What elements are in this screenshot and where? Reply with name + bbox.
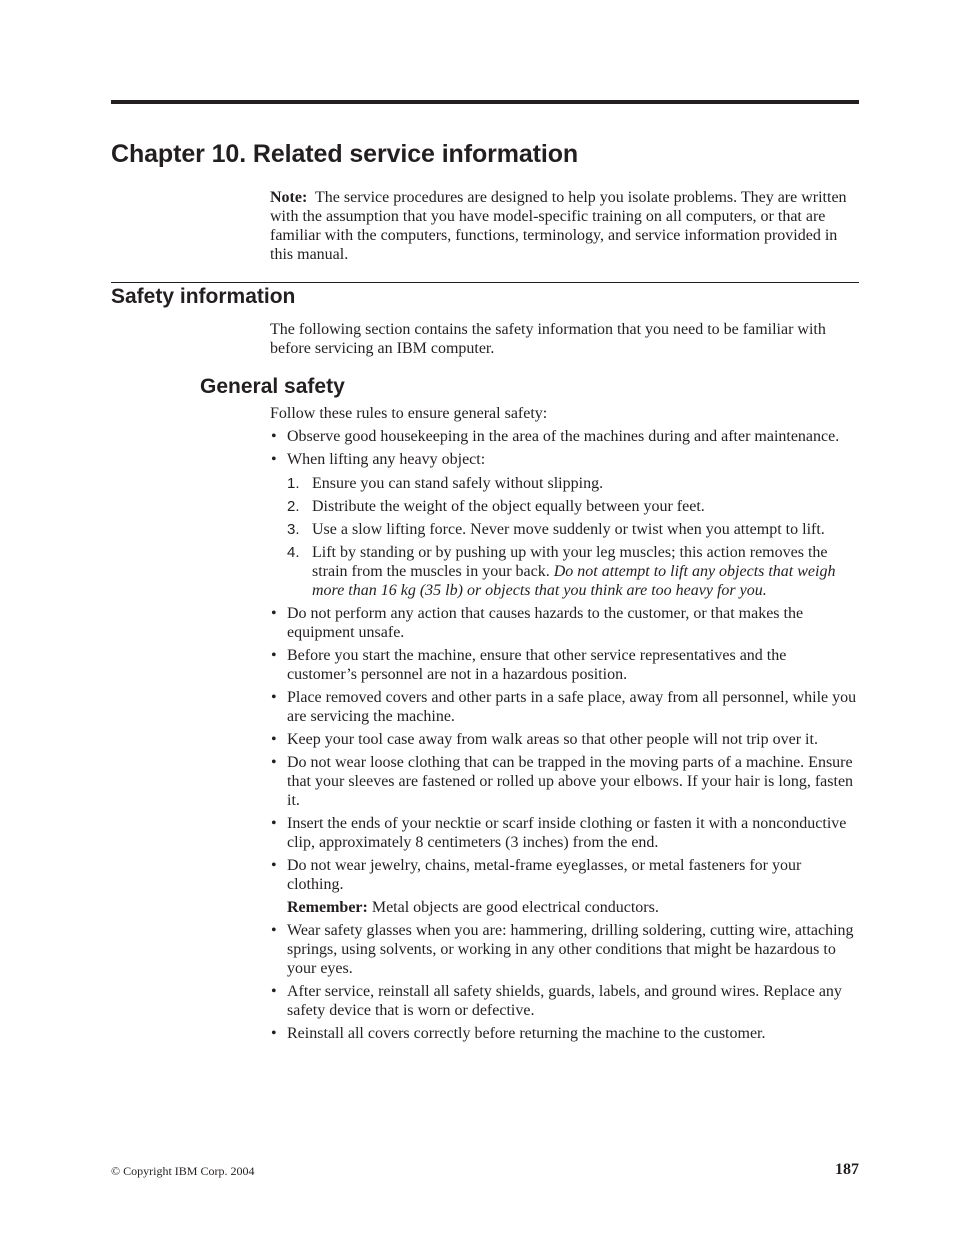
section-intro: The following section contains the safety information that you need to be familiar with before servicing an IBM computer. — [270, 321, 826, 357]
note-text: The service procedures are designed to help you isolate problems. They are written with the assumption that you have model-specific training on all computers, or that are familiar with the computers, functions, terminology, and service information provided in this manual. — [270, 189, 847, 263]
list-item: • Do not perform any action that causes hazards to the customer, or that makes the equipment unsafe. — [270, 604, 860, 642]
note-label: Note: — [270, 189, 308, 206]
rules-intro: Follow these rules to ensure general safety: — [270, 405, 548, 422]
list-item: 4. Lift by standing or by pushing up with your leg muscles; this action removes the strain from the muscles in your back. Do not attempt to lift any objects that weigh more than 16 kg (35 lb) or objects that you think are too heavy for you. — [287, 544, 836, 599]
page-number: 187 — [835, 1161, 859, 1178]
list-item: • Reinstall all covers correctly before returning the machine to the customer. — [270, 1024, 860, 1043]
list-item: • Place removed covers and other parts in a safe place, away from all personnel, while you are servicing the machine. — [270, 688, 860, 726]
remember-label: Remember: — [287, 899, 368, 916]
list-item: • Wear safety glasses when you are: hammering, drilling soldering, cutting wire, attaching springs, using solvents, or working in any other conditions that might be hazardous to your eyes. — [270, 921, 860, 978]
safety-rules-list — [270, 427, 860, 1047]
list-item: • Before you start the machine, ensure that other service representatives and the customer’s personnel are not in a hazardous position. — [270, 646, 860, 684]
list-item: • Do not wear jewelry, chains, metal-frame eyeglasses, or metal fasteners for your clothing. Remember: Metal objects are good electrical conductors. — [270, 856, 860, 917]
remember-note: Remember: Metal objects are good electrical conductors. — [287, 899, 659, 916]
footer-copyright: © Copyright IBM Corp. 2004 — [111, 1164, 255, 1178]
lifting-steps-list — [287, 474, 860, 600]
list-item: 3. Use a slow lifting force. Never move suddenly or twist when you attempt to lift. — [287, 521, 825, 538]
note-paragraph — [270, 188, 860, 264]
chapter-top-rule — [111, 100, 859, 104]
list-item: 1. Ensure you can stand safely without slipping. — [287, 475, 604, 492]
list-item: • After service, reinstall all safety shields, guards, labels, and ground wires. Replace any safety device that is worn or defective. — [270, 982, 860, 1020]
subsection-title: General safety — [200, 375, 345, 398]
list-item: • When lifting any heavy object: 1. Ensure you can stand safely without slipping. 2. Distribute the weight of the object equally between your feet. 3. Use a slow lifting force. Never move suddenly or twist when you attempt to lift. 4. Lift by standing or by pushing up with your leg muscles; this action removes the strain from the muscles in your back. Do not attempt to lift any objects that weigh more than 16 kg (35 lb) or objects that you think are too heavy for you. — [270, 450, 860, 600]
section-rule — [111, 282, 859, 283]
list-item: • Do not wear loose clothing that can be trapped in the moving parts of a machine. Ensure that your sleeves are fastened or rolled up above your elbows. If your hair is long, fasten it. — [270, 753, 860, 810]
section-title: Safety information — [111, 285, 296, 308]
chapter-title: Chapter 10. Related service information — [111, 140, 579, 168]
list-item: • Insert the ends of your necktie or scarf inside clothing or fasten it with a nonconductive clip, approximately 8 centimeters (3 inches) from the end. — [270, 814, 860, 852]
list-item: • Keep your tool case away from walk areas so that other people will not trip over it. — [270, 730, 860, 749]
list-item: 2. Distribute the weight of the object equally between your feet. — [287, 498, 705, 515]
list-item: • Observe good housekeeping in the area of the machines during and after maintenance. — [270, 427, 860, 446]
lifting-warning: Do not attempt to lift any objects that weigh more than 16 kg (35 lb) or objects that you think are too heavy for you. — [312, 563, 836, 599]
